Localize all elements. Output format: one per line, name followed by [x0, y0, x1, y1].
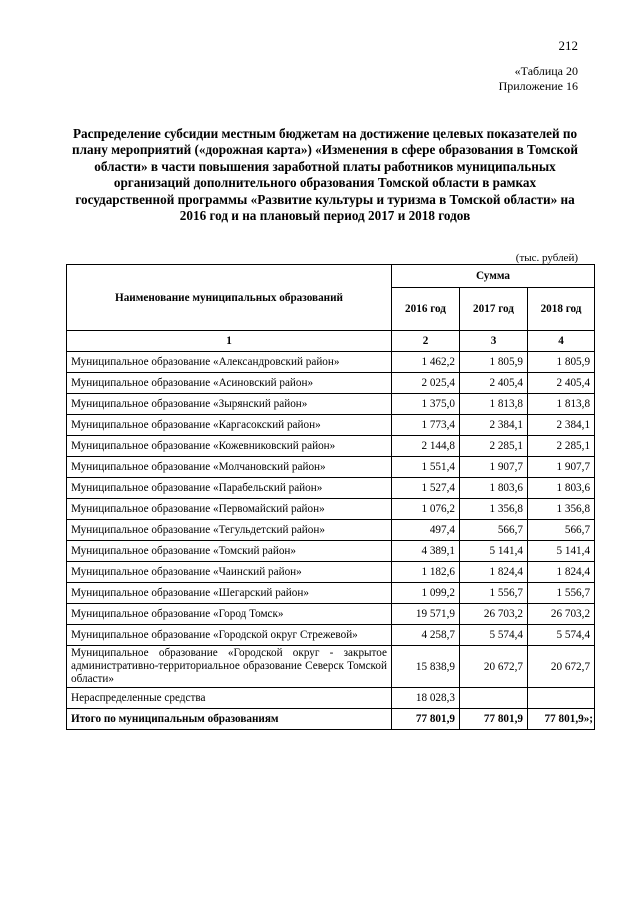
value-2016: 1 182,6 [392, 562, 460, 583]
total-row [67, 709, 595, 730]
table-row [67, 583, 595, 604]
municipality-name: Муниципальное образование «Асиновский район» [67, 373, 392, 394]
table-row [67, 604, 595, 625]
municipality-name: Муниципальное образование «Город Томск» [67, 604, 392, 625]
value-2018 [528, 688, 595, 709]
value-2016: 2 025,4 [392, 373, 460, 394]
table-row [67, 646, 595, 688]
value-2018: 1 356,8 [528, 499, 595, 520]
value-2017: 1 805,9 [460, 352, 528, 373]
table-row [67, 457, 595, 478]
table-row [67, 541, 595, 562]
value-2016: 2 144,8 [392, 436, 460, 457]
value-2016: 1 099,2 [392, 583, 460, 604]
value-2018: 2 405,4 [528, 373, 595, 394]
value-2016: 497,4 [392, 520, 460, 541]
closing-quote: »; [583, 713, 594, 725]
value-2016: 1 527,4 [392, 478, 460, 499]
total-value-2018-number: 77 801,9 [544, 713, 584, 725]
appendix-number: Приложение 16 [498, 79, 578, 93]
distribution-table [66, 264, 595, 730]
value-2016: 1 462,2 [392, 352, 460, 373]
header-name: Наименование муниципальных образований [67, 265, 392, 331]
value-2016: 1 551,4 [392, 457, 460, 478]
municipality-name: Муниципальное образование «Кожевниковский район» [67, 436, 392, 457]
value-2018: 1 805,9 [528, 352, 595, 373]
municipality-name: Муниципальное образование «Шегарский район» [67, 583, 392, 604]
column-number: 4 [528, 331, 595, 352]
value-2018: 5 141,4 [528, 541, 595, 562]
value-2018: 5 574,4 [528, 625, 595, 646]
table-row [67, 373, 595, 394]
value-2016: 4 258,7 [392, 625, 460, 646]
header-year-2016: 2016 год [392, 288, 460, 331]
value-2018: 1 813,8 [528, 394, 595, 415]
table-row [67, 478, 595, 499]
municipality-name: Муниципальное образование «Александровский район» [67, 352, 392, 373]
header-year-2017: 2017 год [460, 288, 528, 331]
table-row [67, 562, 595, 583]
value-2017: 5 141,4 [460, 541, 528, 562]
header-sum: Сумма [392, 265, 595, 288]
column-number: 3 [460, 331, 528, 352]
total-label: Итого по муниципальным образованиям [67, 709, 392, 730]
value-2017: 1 556,7 [460, 583, 528, 604]
table-row [67, 625, 595, 646]
header-year-2018: 2018 год [528, 288, 595, 331]
total-value-2018 [528, 709, 595, 730]
total-value-2017: 77 801,9 [460, 709, 528, 730]
municipality-name: Муниципальное образование «Молчановский район» [67, 457, 392, 478]
value-2017: 566,7 [460, 520, 528, 541]
value-2017: 1 356,8 [460, 499, 528, 520]
value-2018: 1 803,6 [528, 478, 595, 499]
table-row [67, 352, 595, 373]
municipality-name: Муниципальное образование «Городской округ - закрытое административно-территориальное образование Северск Томской области» [67, 646, 392, 688]
document-title: Распределение субсидии местным бюджетам на достижение целевых показателей по плану мероприятий («дорожная карта») «Изменения в сфере образования в Томской области» в части повышения заработной платы работников муниципальных организаций дополнительного образования Томской области в рамках государственной программы «Развитие культуры и туризма в Томской области» на 2016 год и на плановый период 2017 и 2018 годов [72, 126, 578, 224]
value-2017: 1 803,6 [460, 478, 528, 499]
table-row [67, 436, 595, 457]
municipality-name: Муниципальное образование «Томский район» [67, 541, 392, 562]
value-2016: 1 773,4 [392, 415, 460, 436]
table-body [67, 352, 595, 709]
table-row [67, 415, 595, 436]
municipality-name: Муниципальное образование «Тегульдетский район» [67, 520, 392, 541]
value-2016: 18 028,3 [392, 688, 460, 709]
value-2018: 26 703,2 [528, 604, 595, 625]
municipality-name: Нераспределенные средства [67, 688, 392, 709]
municipality-name: Муниципальное образование «Каргасокский район» [67, 415, 392, 436]
table-row [67, 520, 595, 541]
value-2017: 1 907,7 [460, 457, 528, 478]
value-2017: 1 813,8 [460, 394, 528, 415]
value-2018: 1 824,4 [528, 562, 595, 583]
municipality-name: Муниципальное образование «Чаинский район» [67, 562, 392, 583]
column-numbers-row [67, 331, 595, 352]
column-number: 1 [67, 331, 392, 352]
value-2017: 2 405,4 [460, 373, 528, 394]
value-2016: 15 838,9 [392, 646, 460, 688]
value-2017: 2 384,1 [460, 415, 528, 436]
municipality-name: Муниципальное образование «Первомайский район» [67, 499, 392, 520]
value-2018: 566,7 [528, 520, 595, 541]
value-2017: 26 703,2 [460, 604, 528, 625]
value-2018: 1 907,7 [528, 457, 595, 478]
page-number: 212 [558, 38, 578, 53]
table-row [67, 499, 595, 520]
table-row [67, 394, 595, 415]
value-2017: 1 824,4 [460, 562, 528, 583]
value-2017 [460, 688, 528, 709]
column-number: 2 [392, 331, 460, 352]
value-2016: 1 375,0 [392, 394, 460, 415]
table-row [67, 688, 595, 709]
value-2018: 2 285,1 [528, 436, 595, 457]
value-2018: 20 672,7 [528, 646, 595, 688]
value-2018: 2 384,1 [528, 415, 595, 436]
value-2017: 2 285,1 [460, 436, 528, 457]
value-2016: 19 571,9 [392, 604, 460, 625]
value-2017: 5 574,4 [460, 625, 528, 646]
table-reference [499, 64, 578, 94]
value-2018: 1 556,7 [528, 583, 595, 604]
value-2017: 20 672,7 [460, 646, 528, 688]
municipality-name: Муниципальное образование «Городской округ Стрежевой» [67, 625, 392, 646]
municipality-name: Муниципальное образование «Зырянский район» [67, 394, 392, 415]
total-value-2016: 77 801,9 [392, 709, 460, 730]
units-note: (тыс. рублей) [515, 252, 578, 264]
value-2016: 4 389,1 [392, 541, 460, 562]
value-2016: 1 076,2 [392, 499, 460, 520]
municipality-name: Муниципальное образование «Парабельский район» [67, 478, 392, 499]
table-number: «Таблица 20 [514, 64, 578, 78]
